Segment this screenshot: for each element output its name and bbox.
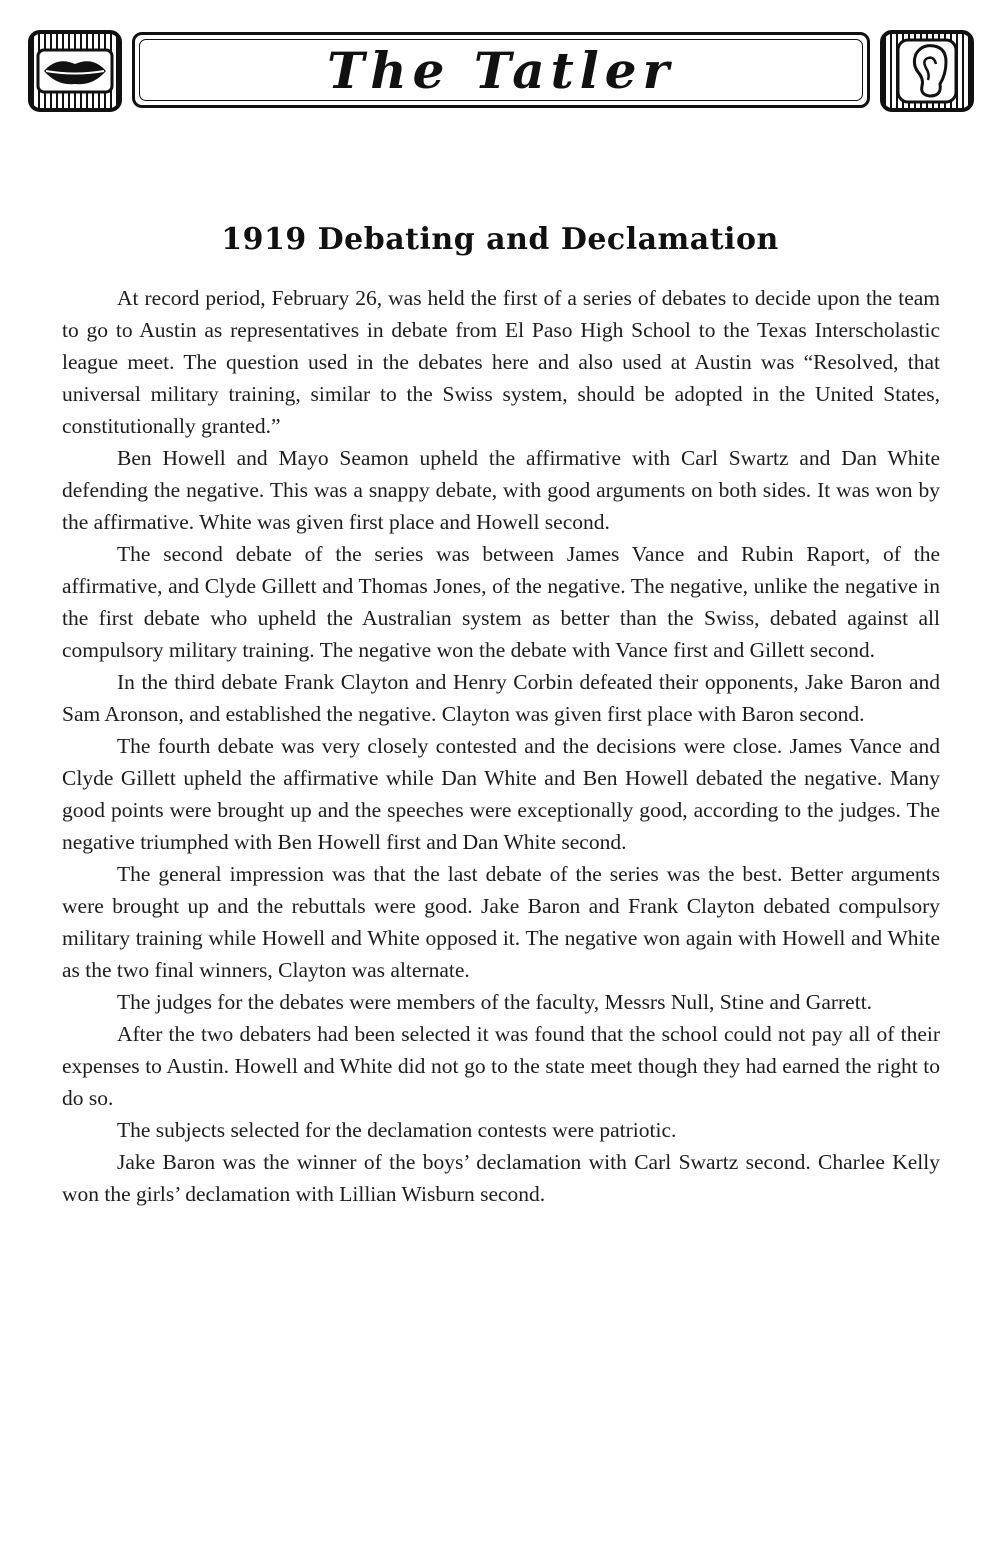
- lips-icon: [32, 34, 118, 108]
- paragraph: The general impression was that the last debate of the series was the best. Better arguments were brought up and the rebuttals were good. Jake Baron and Frank Clayton debated compulsory military training while Howell and White opposed it. The negative won again with Howell and White as the two final winners, Clayton was alternate.: [62, 862, 940, 982]
- paragraph: Jake Baron was the winner of the boys’ declamation with Carl Swartz second. Charlee Kelly won the girls’ declamation with Lillian Wisburn second.: [62, 1150, 940, 1206]
- ear-emblem: [880, 30, 974, 112]
- paragraph: The second debate of the series was between James Vance and Rubin Raport, of the affirmative, and Clyde Gillett and Thomas Jones, of the negative. The negative, unlike the negative in the first debate who upheld the Australian system as better than the Swiss, debated against all compulsory military training. The negative won the debate with Vance first and Gillett second.: [62, 542, 940, 662]
- paragraph: The fourth debate was very closely contested and the decisions were close. James Vance and Clyde Gillett upheld the affirmative while Dan White and Ben Howell debated the negative. Many good points were brought up and the speeches were exceptionally good, according to the judges. The negative triumphed with Ben Howell first and Dan White second.: [62, 734, 940, 854]
- masthead-title-frame: [132, 32, 870, 108]
- article-title: 1919 Debating and Declamation: [221, 222, 779, 257]
- lips-emblem: [28, 30, 122, 112]
- article-body: [62, 282, 940, 1210]
- paragraph: In the third debate Frank Clayton and Henry Corbin defeated their opponents, Jake Baron and Sam Aronson, and established the negative. Clayton was given first place with Baron second.: [62, 670, 940, 726]
- ear-icon: [884, 34, 970, 108]
- paragraph: The judges for the debates were members of the faculty, Messrs Null, Stine and Garrett.: [117, 990, 873, 1014]
- paragraph: After the two debaters had been selected it was found that the school could not pay all of their expenses to Austin. Howell and White did not go to the state meet though they had earned the right to do so.: [62, 1022, 940, 1110]
- masthead: [28, 30, 974, 112]
- paragraph: The subjects selected for the declamation contests were patriotic.: [117, 1118, 677, 1142]
- paragraph: Ben Howell and Mayo Seamon upheld the affirmative with Carl Swartz and Dan White defending the negative. This was a snappy debate, with good arguments on both sides. It was won by the affirmative. White was given first place and Howell second.: [62, 446, 940, 534]
- masthead-title: The Tatler: [327, 40, 675, 100]
- paragraph: At record period, February 26, was held the first of a series of debates to decide upon the team to go to Austin as representatives in debate from El Paso High School to the Texas Interscholastic league meet. The question used in the debates here and also used at Austin was “Resolved, that universal military training, similar to the Swiss system, should be adopted in the United States, constitutionally granted.”: [62, 286, 940, 438]
